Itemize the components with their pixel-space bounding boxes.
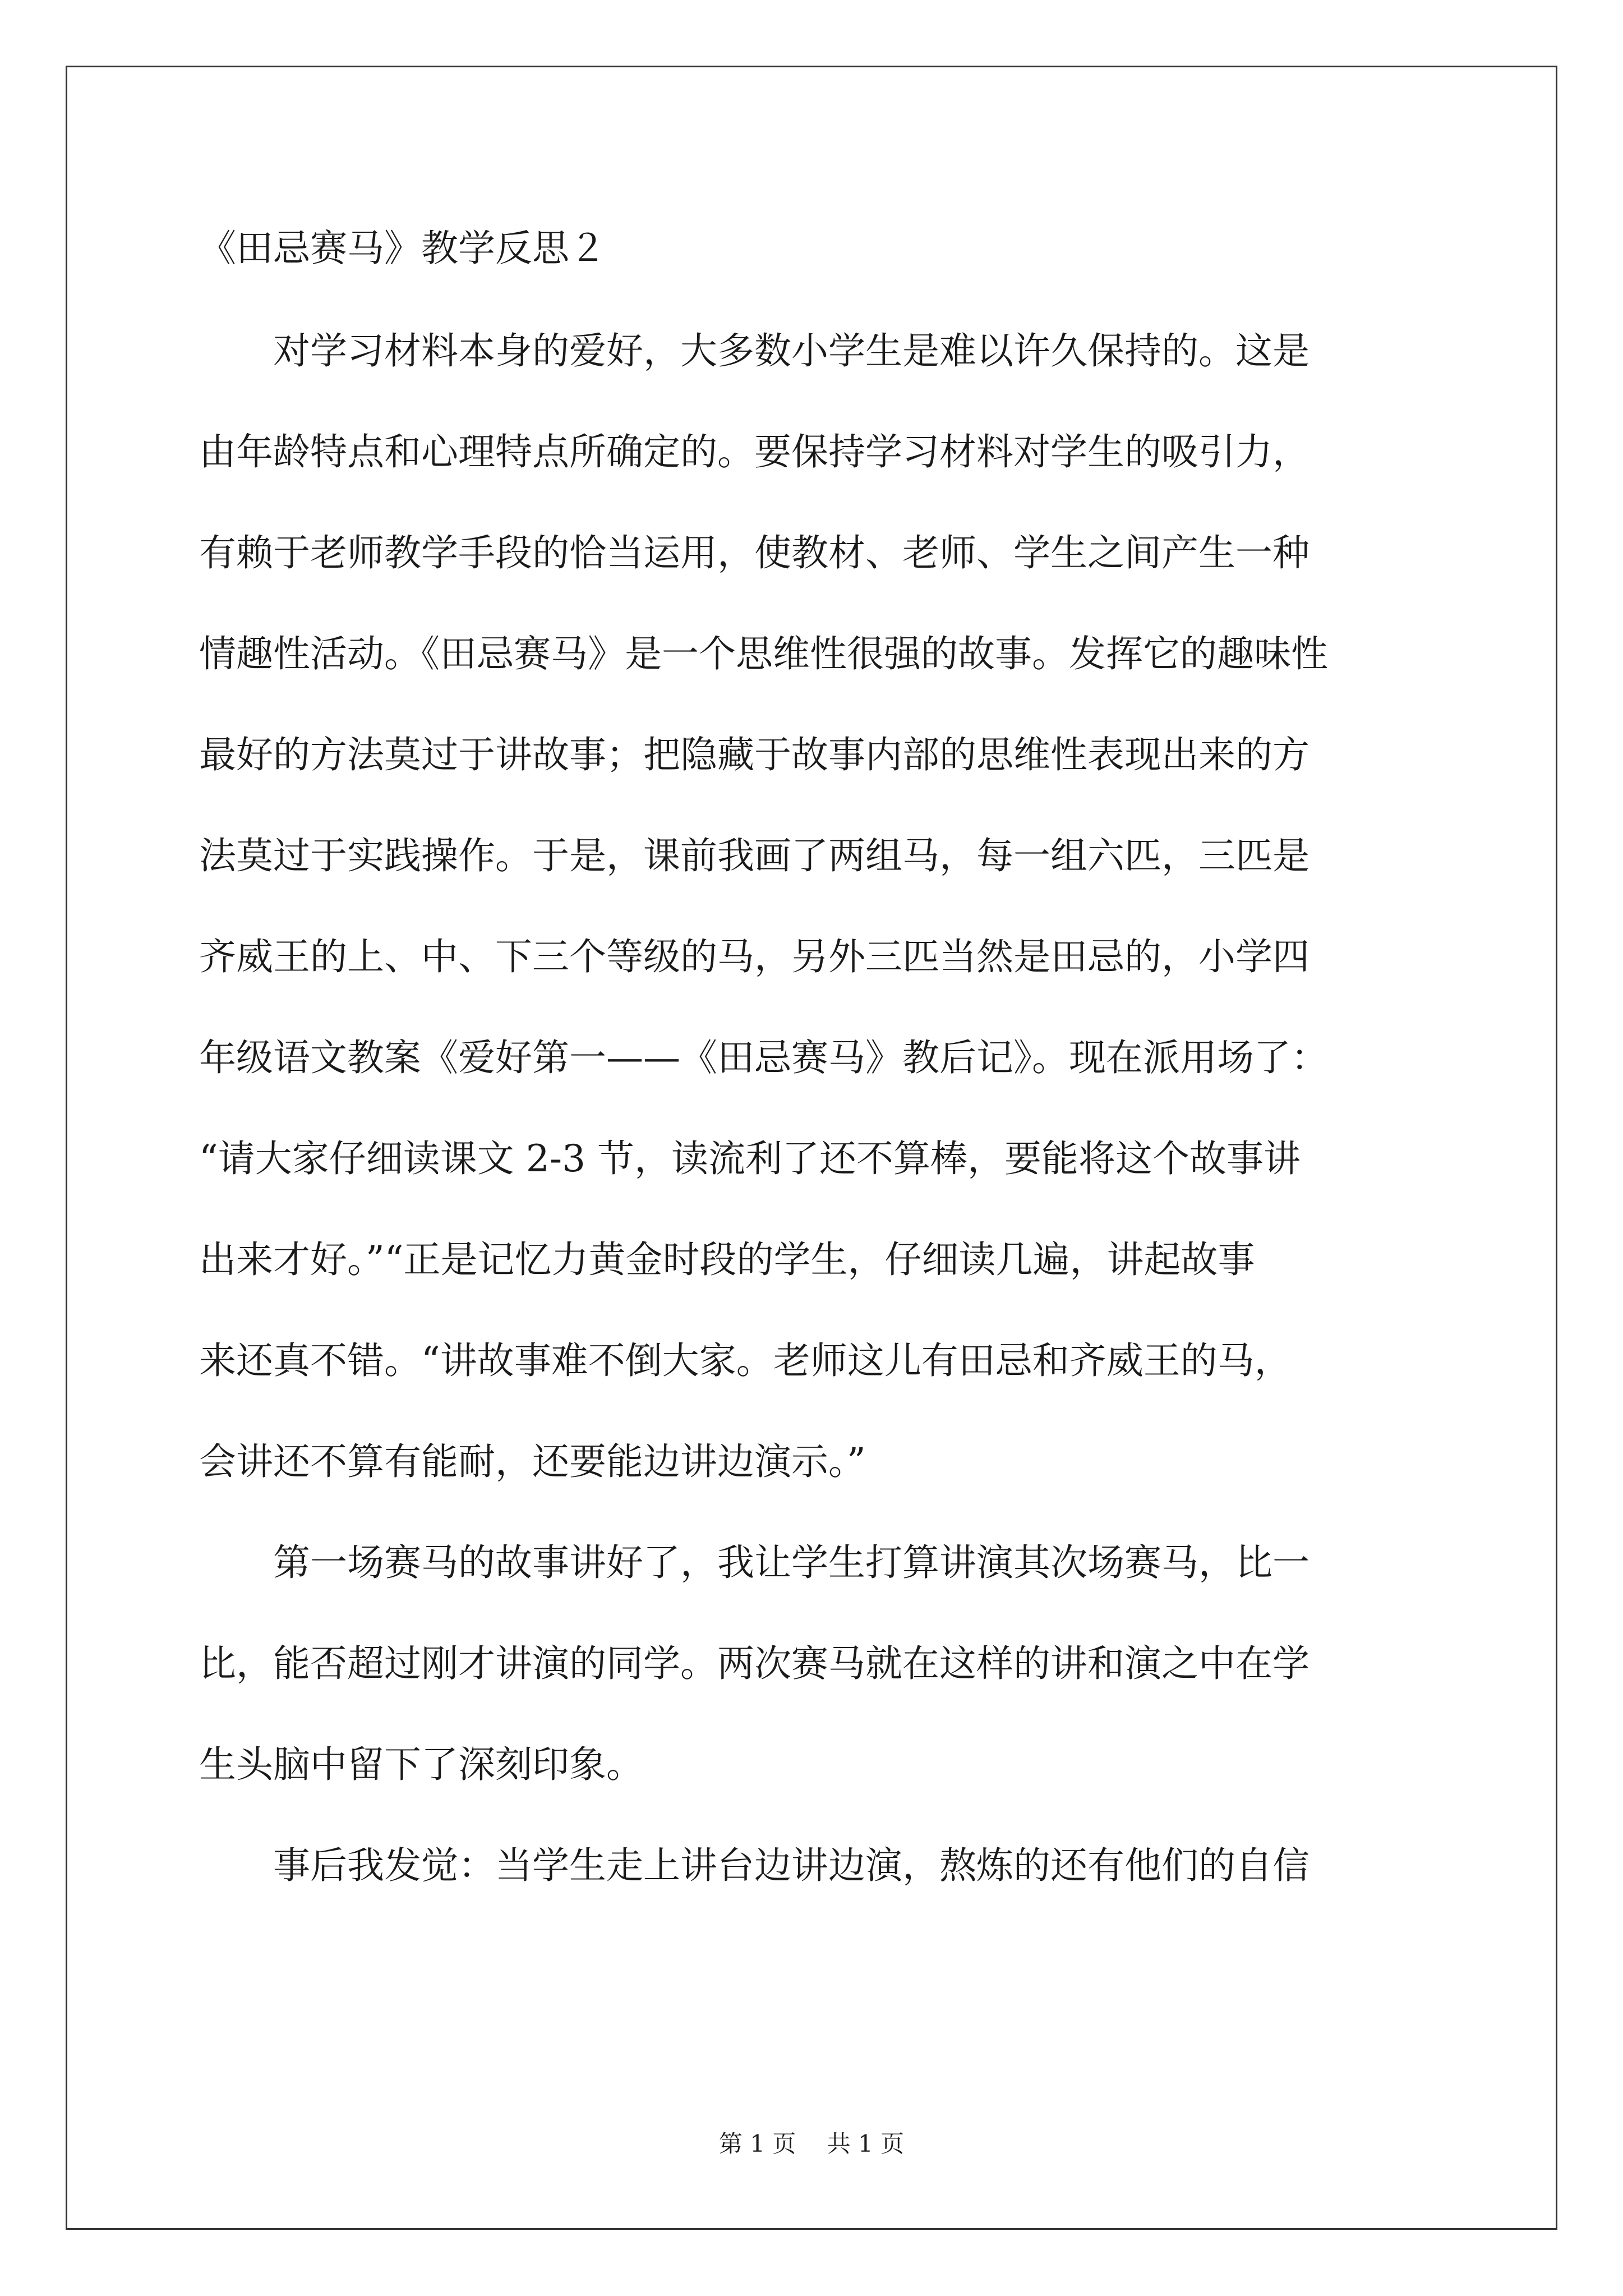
body-line: 第一场赛马的故事讲好了，我让学生打算讲演其次场赛马，比一 <box>199 1541 1310 1584</box>
body-line: 对学习材料本身的爱好，大多数小学生是难以许久保持的。这是 <box>199 329 1310 372</box>
body-line: 由年龄特点和心理特点所确定的。要保持学习材料对学生的吸引力， <box>199 430 1310 473</box>
body-line: 有赖于老师教学手段的恰当运用，使教材、老师、学生之间产生一种 <box>199 531 1310 574</box>
body-line: 最好的方法莫过于讲故事；把隐藏于故事内部的思维性表现出来的方 <box>199 733 1310 776</box>
body-line: 法莫过于实践操作。于是，课前我画了两组马，每一组六匹，三匹是 <box>199 834 1310 877</box>
body-line: 会讲还不算有能耐，还要能边讲边演示。” <box>199 1440 866 1483</box>
body-line: 齐威王的上、中、下三个等级的马，另外三匹当然是田忌的，小学四 <box>199 935 1310 978</box>
document-title: 《田忌赛马》教学反思２ <box>199 227 606 270</box>
body-line: 事后我发觉：当学生走上讲台边讲边演，熬炼的还有他们的自信 <box>199 1844 1310 1887</box>
body-line: “请大家仔细读课文 2-3 节，读流利了还不算棒，要能将这个故事讲 <box>199 1137 1301 1180</box>
body-line: 来还真不错。“讲故事难不倒大家。老师这儿有田忌和齐威王的马， <box>199 1339 1292 1382</box>
body-line: 生头脑中留下了深刻印象。 <box>199 1743 643 1786</box>
page-number: 第 1 页 共 1 页 <box>718 2130 905 2157</box>
body-line: 年级语文教案《爱好第一——《田忌赛马》教后记》。现在派用场了： <box>199 1036 1328 1079</box>
body-line: 比，能否超过刚才讲演的同学。两次赛马就在这样的讲和演之中在学 <box>199 1642 1310 1685</box>
body-line: 出来才好。”“正是记忆力黄金时段的学生，仔细读几遍，讲起故事 <box>199 1238 1255 1281</box>
body-line: 情趣性活动。《田忌赛马》是一个思维性很强的故事。发挥它的趣味性 <box>199 632 1328 675</box>
